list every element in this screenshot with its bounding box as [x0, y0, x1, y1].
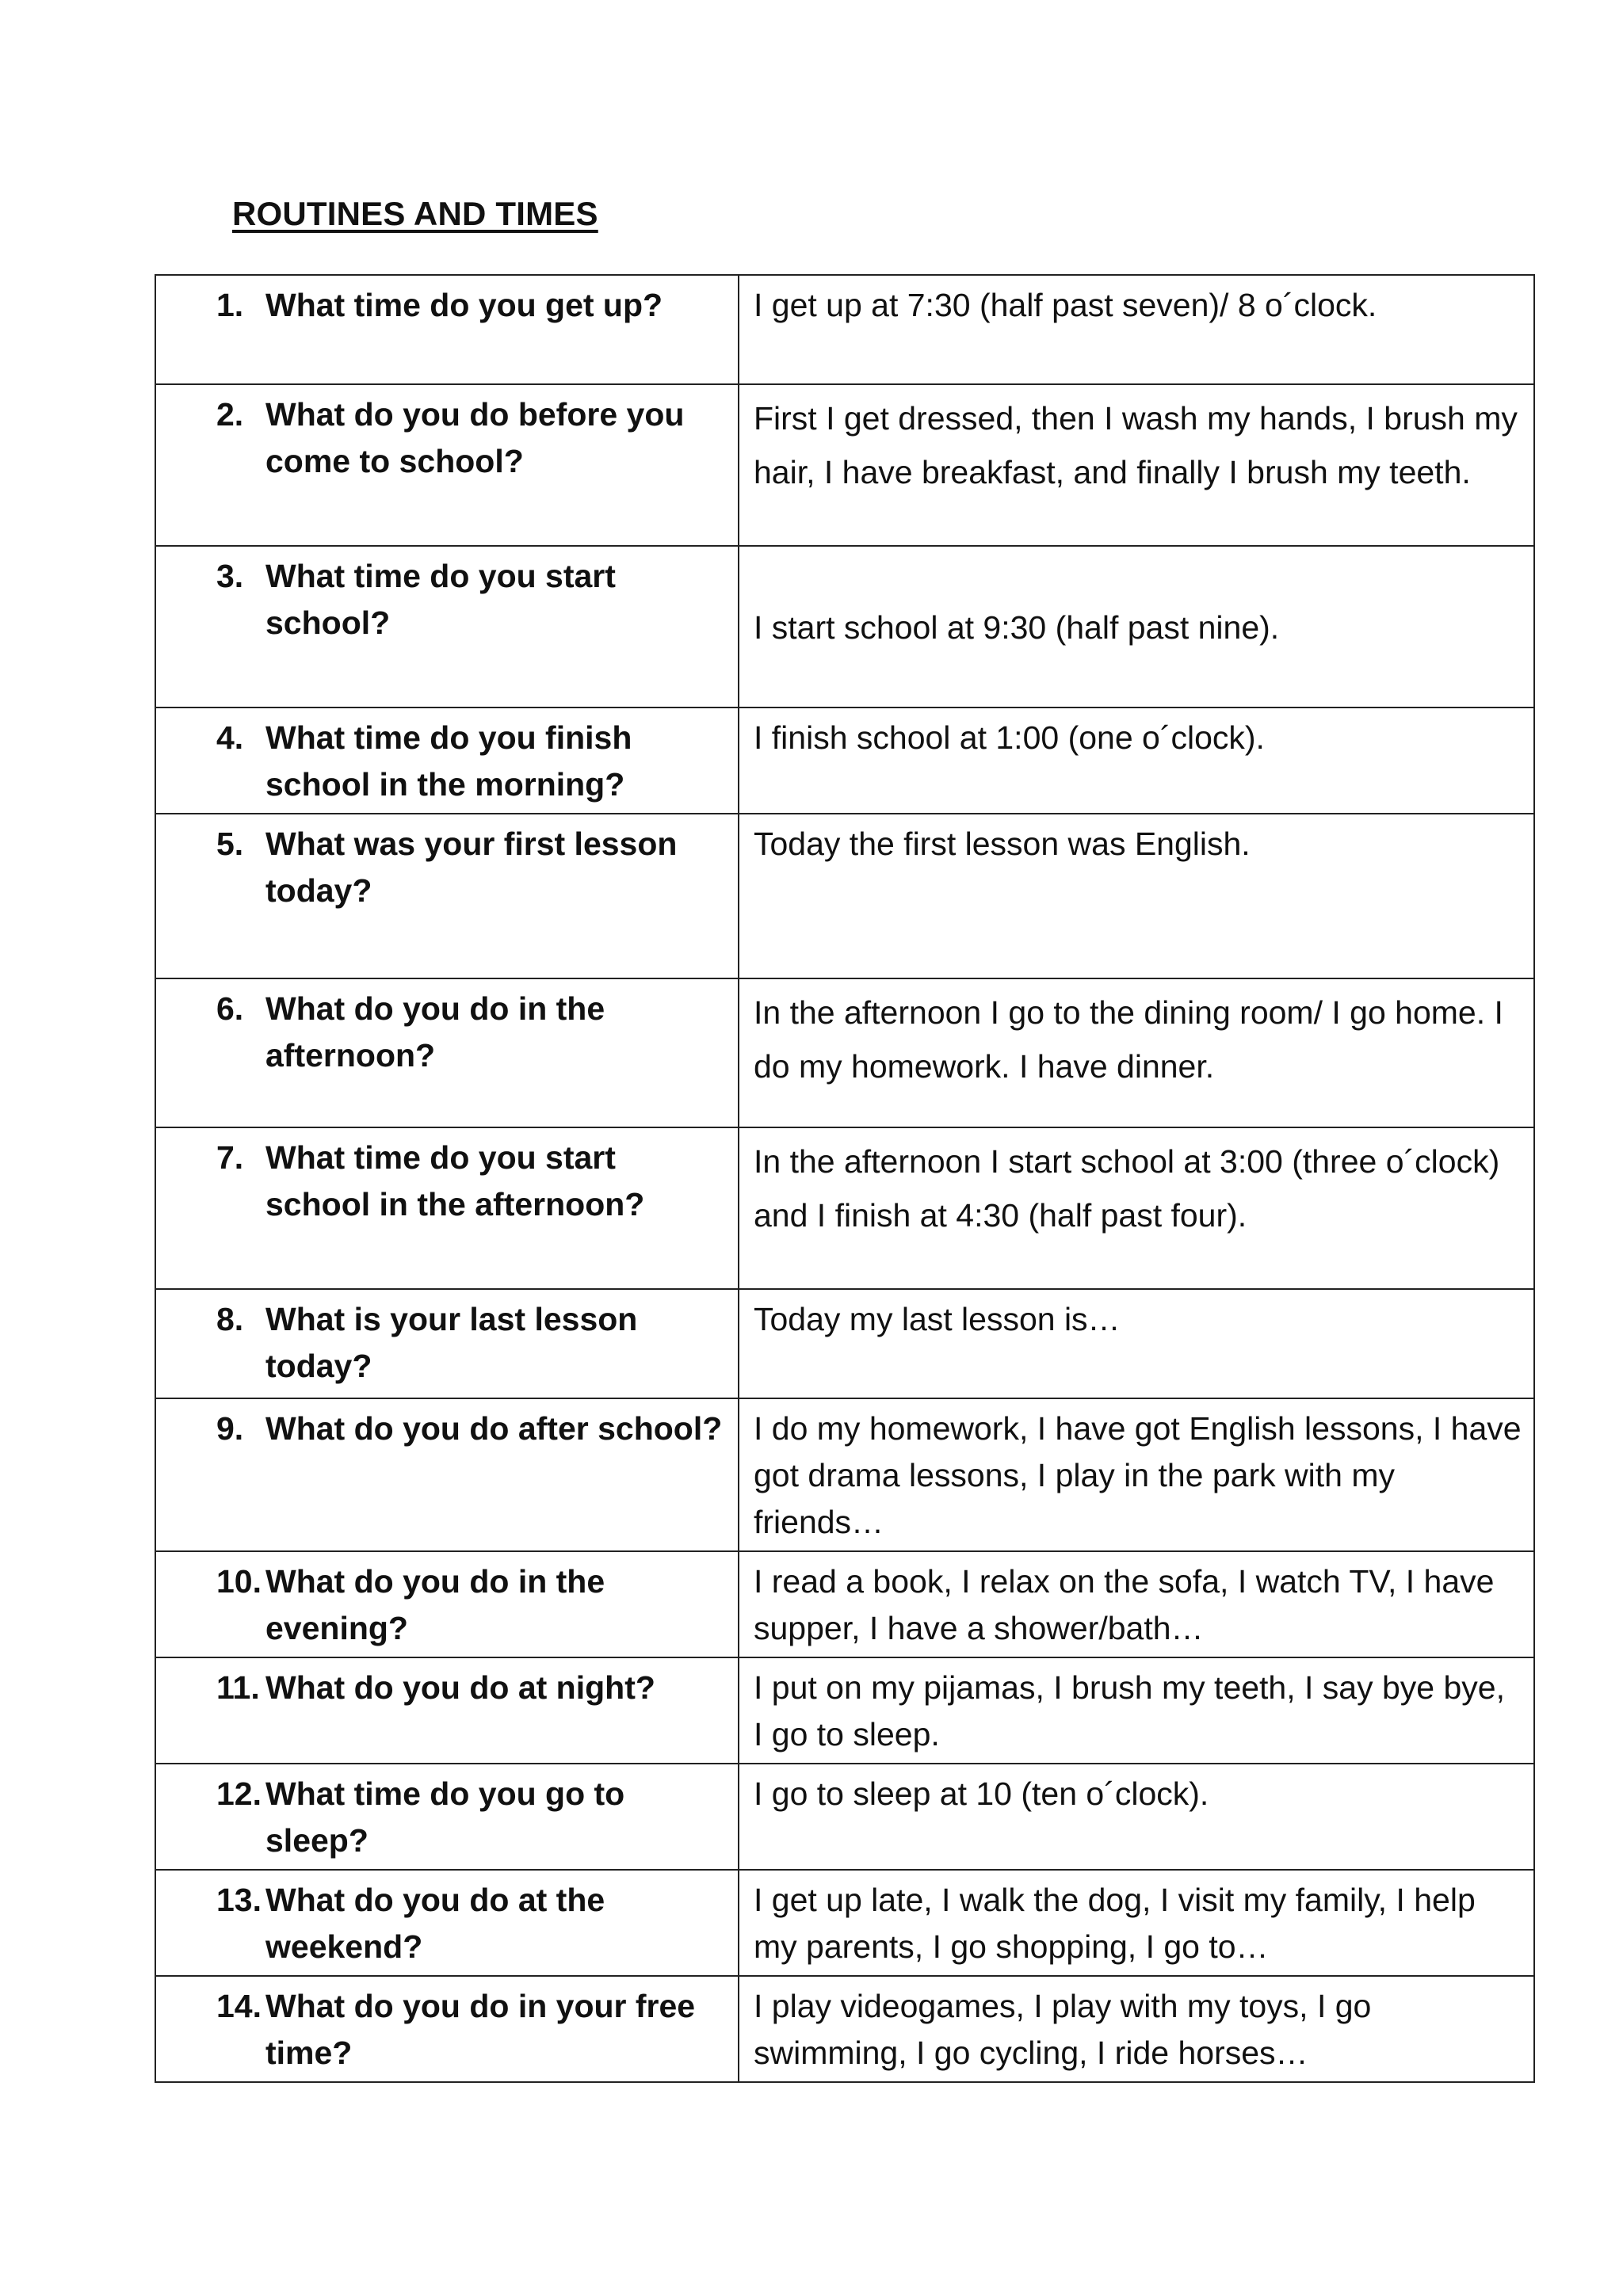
question-cell [155, 814, 739, 978]
table-row [155, 1127, 1534, 1289]
answer-cell [739, 1398, 1534, 1551]
question-text: What time do you go to sleep? [265, 1775, 625, 1859]
question-text: What do you do after school? [265, 1410, 723, 1447]
question-text: What was your first lesson today? [265, 826, 678, 909]
question-text: What do you do in the evening? [265, 1563, 605, 1646]
question-cell [155, 1764, 739, 1870]
answer-cell [739, 1127, 1534, 1289]
question-number: 7. [216, 1139, 244, 1176]
table-row [155, 814, 1534, 978]
question-text: What do you do before you come to school? [265, 396, 685, 479]
question-text: What do you do at night? [265, 1669, 655, 1706]
table-row [155, 707, 1534, 814]
question-text: What time do you finish school in the morning? [265, 719, 632, 803]
question-cell [155, 1127, 739, 1289]
questions-table [155, 274, 1535, 2083]
table-row [155, 384, 1534, 546]
table-row [155, 1551, 1534, 1657]
table-row [155, 1764, 1534, 1870]
table-row [155, 1657, 1534, 1764]
question-cell [155, 546, 739, 707]
table-row [155, 1398, 1534, 1551]
answer-cell [739, 1764, 1534, 1870]
question-cell [155, 1289, 739, 1398]
question-text: What is your last lesson today? [265, 1301, 638, 1384]
answer-text: I finish school at 1:00 (one o´clock). [754, 719, 1265, 756]
table-row [155, 1289, 1534, 1398]
table-row [155, 1870, 1534, 1976]
question-text: What do you do at the weekend? [265, 1882, 605, 1965]
question-text: What do you do in your free time? [265, 1988, 696, 2071]
answer-text: Today my last lesson is… [754, 1301, 1121, 1337]
question-text: What time do you get up? [265, 287, 663, 323]
question-cell [155, 1976, 739, 2082]
answer-text: I start school at 9:30 (half past nine). [754, 608, 1280, 646]
answer-text: In the afternoon I go to the dining room/ I go home. I do my homework. I have dinner. [754, 994, 1503, 1085]
question-cell [155, 384, 739, 546]
answer-cell [739, 1976, 1534, 2082]
answer-cell [739, 707, 1534, 814]
question-number: 6. [216, 990, 244, 1027]
question-cell [155, 1657, 739, 1764]
question-number: 5. [216, 826, 244, 862]
question-cell [155, 707, 739, 814]
table-row [155, 1976, 1534, 2082]
question-cell [155, 275, 739, 384]
answer-cell [739, 546, 1534, 707]
question-number: 14. [216, 1988, 262, 2024]
question-number: 10. [216, 1563, 262, 1600]
question-number: 11. [216, 1669, 260, 1706]
table-row [155, 546, 1534, 707]
question-text: What time do you start school in the afternoon? [265, 1139, 645, 1222]
answer-text: I do my homework, I have got English lessons, I have got drama lessons, I play in the park with my friends… [754, 1410, 1522, 1540]
answer-text: Today the first lesson was English. [754, 826, 1251, 862]
answer-text: I play videogames, I play with my toys, I go swimming, I go cycling, I ride horses… [754, 1988, 1372, 2071]
answer-text: I go to sleep at 10 (ten o´clock). [754, 1775, 1209, 1812]
answer-text: I put on my pijamas, I brush my teeth, I say bye bye, I go to sleep. [754, 1669, 1505, 1753]
question-number: 3. [216, 558, 244, 594]
question-cell [155, 978, 739, 1127]
answer-cell [739, 1551, 1534, 1657]
table-row [155, 275, 1534, 384]
answer-cell [739, 384, 1534, 546]
question-cell [155, 1870, 739, 1976]
answer-text: I read a book, I relax on the sofa, I watch TV, I have supper, I have a shower/bath… [754, 1563, 1495, 1646]
question-number: 1. [216, 287, 244, 323]
answer-text: First I get dressed, then I wash my hands, I brush my hair, I have breakfast, and finally I brush my teeth. [754, 400, 1518, 490]
answer-text: I get up late, I walk the dog, I visit my family, I help my parents, I go shopping, I go to… [754, 1882, 1476, 1965]
question-cell [155, 1398, 739, 1551]
question-text: What do you do in the afternoon? [265, 990, 605, 1074]
question-number: 9. [216, 1410, 244, 1447]
answer-cell [739, 814, 1534, 978]
answer-cell [739, 1870, 1534, 1976]
question-number: 13. [216, 1882, 262, 1918]
answer-text: In the afternoon I start school at 3:00 (three o´clock) and I finish at 4:30 (half past four). [754, 1143, 1500, 1234]
page-title: ROUTINES AND TIMES [232, 195, 598, 232]
question-cell [155, 1551, 739, 1657]
answer-cell [739, 1657, 1534, 1764]
question-number: 4. [216, 719, 244, 756]
answer-cell [739, 1289, 1534, 1398]
question-number: 2. [216, 396, 244, 433]
question-text: What time do you start school? [265, 558, 616, 641]
table-row [155, 978, 1534, 1127]
answer-cell [739, 978, 1534, 1127]
answer-cell [739, 275, 1534, 384]
question-number: 8. [216, 1301, 244, 1337]
answer-text: I get up at 7:30 (half past seven)/ 8 o´clock. [754, 287, 1377, 323]
question-number: 12. [216, 1775, 262, 1812]
